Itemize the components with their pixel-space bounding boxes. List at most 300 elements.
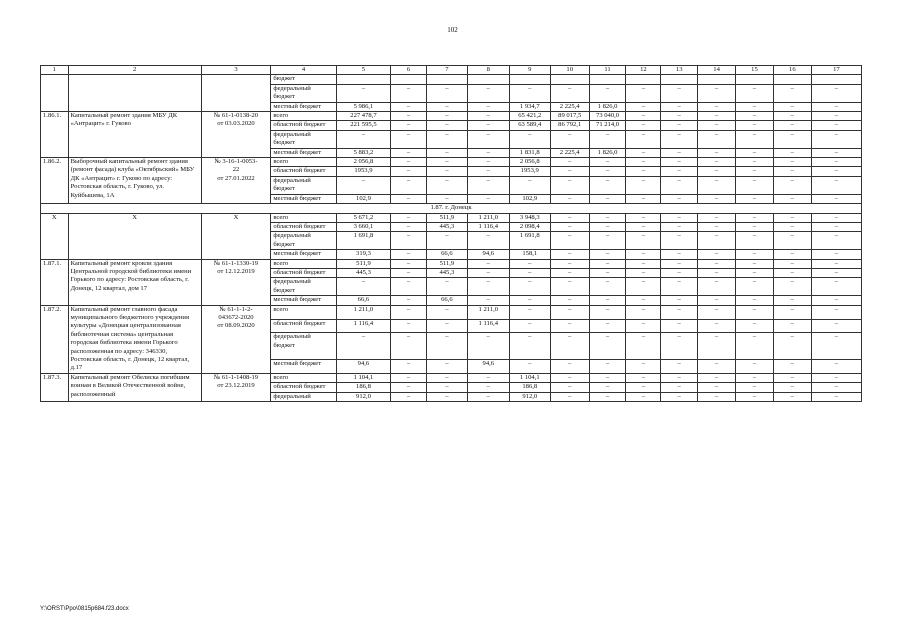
- value-cell: –: [811, 213, 861, 222]
- value-cell: –: [626, 296, 661, 305]
- value-cell: –: [736, 194, 774, 203]
- value-cell: –: [661, 259, 698, 268]
- value-cell: –: [736, 268, 774, 277]
- value-cell: –: [589, 250, 626, 259]
- value-cell: –: [467, 130, 509, 148]
- funding-source: всего: [271, 112, 337, 121]
- table-body: [41, 75, 862, 402]
- funding-source: бюджет: [271, 75, 337, 84]
- value-cell: –: [736, 333, 774, 359]
- value-cell: –: [391, 232, 427, 250]
- funding-source: федеральный бюджет: [271, 232, 337, 250]
- value-cell: –: [661, 102, 698, 111]
- value-cell: –: [661, 112, 698, 121]
- value-cell: –: [589, 278, 626, 296]
- value-cell: –: [426, 305, 467, 319]
- value-cell: [661, 75, 698, 84]
- value-cell: –: [509, 296, 550, 305]
- value-cell: –: [589, 222, 626, 231]
- value-cell: –: [336, 84, 390, 102]
- value-cell: –: [589, 296, 626, 305]
- funding-source: федеральный бюджет: [271, 333, 337, 359]
- table-row: [41, 213, 862, 222]
- value-cell: 5 986,1: [336, 102, 390, 111]
- value-cell: –: [773, 296, 811, 305]
- value-cell: 94,6: [467, 359, 509, 373]
- funding-source: областной бюджет: [271, 167, 337, 176]
- column-header: 6: [391, 66, 427, 75]
- item-number: 1.86.1.: [41, 112, 69, 158]
- value-cell: –: [736, 278, 774, 296]
- value-cell: [336, 75, 390, 84]
- value-cell: 1 691,8: [509, 232, 550, 250]
- value-cell: –: [626, 213, 661, 222]
- object-name: [68, 75, 201, 112]
- funding-source: всего: [271, 158, 337, 167]
- section-title: 1.87. г. Донецк: [41, 204, 862, 213]
- funding-source: местный бюджет: [271, 148, 337, 157]
- value-cell: –: [773, 148, 811, 157]
- value-cell: –: [736, 121, 774, 130]
- value-cell: –: [773, 392, 811, 401]
- value-cell: –: [589, 158, 626, 167]
- value-cell: –: [589, 319, 626, 333]
- value-cell: –: [426, 278, 467, 296]
- value-cell: –: [391, 250, 427, 259]
- value-cell: 511,9: [426, 259, 467, 268]
- value-cell: 5 671,2: [336, 213, 390, 222]
- value-cell: –: [661, 213, 698, 222]
- value-cell: –: [736, 130, 774, 148]
- value-cell: –: [698, 213, 736, 222]
- value-cell: –: [391, 213, 427, 222]
- value-cell: –: [661, 278, 698, 296]
- value-cell: –: [626, 102, 661, 111]
- column-header: 7: [426, 66, 467, 75]
- value-cell: –: [550, 373, 589, 382]
- value-cell: –: [736, 84, 774, 102]
- value-cell: –: [698, 333, 736, 359]
- value-cell: 66,6: [426, 250, 467, 259]
- value-cell: –: [626, 373, 661, 382]
- value-cell: –: [467, 121, 509, 130]
- value-cell: –: [736, 383, 774, 392]
- value-cell: –: [661, 250, 698, 259]
- value-cell: 1953,9: [509, 167, 550, 176]
- value-cell: –: [467, 148, 509, 157]
- item-number: 1.87.1.: [41, 259, 69, 305]
- value-cell: 86 792,1: [550, 121, 589, 130]
- funding-source: областной бюджет: [271, 222, 337, 231]
- value-cell: –: [550, 176, 589, 194]
- value-cell: –: [698, 158, 736, 167]
- value-cell: –: [391, 167, 427, 176]
- value-cell: –: [811, 167, 861, 176]
- value-cell: [811, 75, 861, 84]
- value-cell: –: [773, 112, 811, 121]
- value-cell: –: [391, 194, 427, 203]
- object-name: Капитальный ремонт кровли здания Центральной городской библиотеки имени Горького по адресу: Ростовская область, г. Донецк, 12 квартал, дом 17: [68, 259, 201, 305]
- value-cell: –: [426, 167, 467, 176]
- value-cell: –: [736, 305, 774, 319]
- value-cell: 3 948,3: [509, 213, 550, 222]
- value-cell: –: [626, 392, 661, 401]
- value-cell: –: [698, 383, 736, 392]
- column-header: 3: [201, 66, 271, 75]
- value-cell: –: [698, 319, 736, 333]
- funding-source: федеральный бюджет: [271, 176, 337, 194]
- value-cell: –: [426, 359, 467, 373]
- value-cell: –: [661, 158, 698, 167]
- value-cell: –: [391, 112, 427, 121]
- value-cell: –: [550, 392, 589, 401]
- value-cell: –: [626, 222, 661, 231]
- budget-table: [40, 65, 862, 402]
- value-cell: –: [811, 176, 861, 194]
- value-cell: 2 225,4: [550, 102, 589, 111]
- value-cell: –: [391, 130, 427, 148]
- value-cell: –: [391, 383, 427, 392]
- value-cell: 511,9: [336, 259, 390, 268]
- item-number: [41, 75, 69, 112]
- value-cell: –: [550, 278, 589, 296]
- column-header: 4: [271, 66, 337, 75]
- value-cell: 221 595,5: [336, 121, 390, 130]
- funding-source: местный бюджет: [271, 296, 337, 305]
- value-cell: –: [626, 278, 661, 296]
- value-cell: [698, 75, 736, 84]
- value-cell: 445,3: [336, 268, 390, 277]
- value-cell: [467, 75, 509, 84]
- value-cell: –: [736, 213, 774, 222]
- file-path-footer: Y:\ORST\Ppo\0815p684.f23.docx: [40, 606, 129, 612]
- value-cell: –: [391, 392, 427, 401]
- value-cell: –: [661, 268, 698, 277]
- object-name: X: [68, 213, 201, 259]
- value-cell: –: [550, 213, 589, 222]
- value-cell: –: [589, 213, 626, 222]
- value-cell: –: [426, 383, 467, 392]
- value-cell: –: [773, 176, 811, 194]
- value-cell: –: [467, 232, 509, 250]
- funding-source: всего: [271, 213, 337, 222]
- funding-source: местный бюджет: [271, 359, 337, 373]
- value-cell: –: [698, 148, 736, 157]
- value-cell: 89 017,5: [550, 112, 589, 121]
- value-cell: –: [661, 296, 698, 305]
- value-cell: –: [550, 359, 589, 373]
- column-header: 2: [68, 66, 201, 75]
- column-header: 1: [41, 66, 69, 75]
- value-cell: –: [773, 268, 811, 277]
- value-cell: –: [736, 158, 774, 167]
- funding-source: всего: [271, 373, 337, 382]
- value-cell: –: [467, 268, 509, 277]
- value-cell: –: [811, 232, 861, 250]
- value-cell: –: [736, 167, 774, 176]
- value-cell: 94,6: [467, 250, 509, 259]
- value-cell: 71 214,0: [589, 121, 626, 130]
- value-cell: –: [698, 232, 736, 250]
- expertise-doc: № 61-1-1-2- 043672-2020 от 08.09.2020: [201, 305, 271, 373]
- value-cell: –: [661, 222, 698, 231]
- value-cell: 1 116,4: [336, 319, 390, 333]
- value-cell: –: [391, 333, 427, 359]
- value-cell: –: [467, 158, 509, 167]
- value-cell: –: [391, 278, 427, 296]
- value-cell: –: [467, 383, 509, 392]
- value-cell: –: [509, 259, 550, 268]
- value-cell: –: [773, 305, 811, 319]
- value-cell: –: [426, 232, 467, 250]
- value-cell: [426, 75, 467, 84]
- column-header: 10: [550, 66, 589, 75]
- value-cell: 66,6: [336, 296, 390, 305]
- value-cell: –: [336, 176, 390, 194]
- value-cell: –: [391, 222, 427, 231]
- value-cell: –: [811, 102, 861, 111]
- expertise-doc: X: [201, 213, 271, 259]
- value-cell: –: [589, 194, 626, 203]
- value-cell: –: [467, 176, 509, 194]
- value-cell: –: [773, 232, 811, 250]
- funding-source: областной бюджет: [271, 121, 337, 130]
- value-cell: –: [509, 278, 550, 296]
- item-number: 1.87.3.: [41, 373, 69, 401]
- value-cell: –: [589, 232, 626, 250]
- value-cell: –: [736, 373, 774, 382]
- value-cell: 186,8: [336, 383, 390, 392]
- value-cell: –: [391, 121, 427, 130]
- value-cell: –: [391, 268, 427, 277]
- value-cell: 319,3: [336, 250, 390, 259]
- value-cell: –: [391, 305, 427, 319]
- value-cell: –: [811, 121, 861, 130]
- value-cell: –: [626, 121, 661, 130]
- value-cell: 5 883,2: [336, 148, 390, 157]
- value-cell: –: [589, 333, 626, 359]
- section-row: [41, 204, 862, 213]
- value-cell: –: [736, 250, 774, 259]
- funding-source: местный бюджет: [271, 250, 337, 259]
- value-cell: –: [626, 359, 661, 373]
- value-cell: 73 040,0: [589, 112, 626, 121]
- funding-source: областной бюджет: [271, 383, 337, 392]
- value-cell: –: [811, 296, 861, 305]
- value-cell: –: [626, 148, 661, 157]
- object-name: Капитальный ремонт здания МБУ ДК «Антрацит» г. Гуково: [68, 112, 201, 158]
- value-cell: –: [811, 383, 861, 392]
- value-cell: [391, 75, 427, 84]
- value-cell: 1 104,1: [509, 373, 550, 382]
- value-cell: –: [426, 319, 467, 333]
- value-cell: –: [811, 130, 861, 148]
- value-cell: [589, 75, 626, 84]
- value-cell: –: [811, 305, 861, 319]
- value-cell: 2 098,4: [509, 222, 550, 231]
- value-cell: –: [626, 250, 661, 259]
- value-cell: –: [626, 259, 661, 268]
- value-cell: –: [698, 268, 736, 277]
- value-cell: [550, 75, 589, 84]
- value-cell: –: [773, 278, 811, 296]
- value-cell: –: [773, 383, 811, 392]
- value-cell: 1 826,0: [589, 148, 626, 157]
- value-cell: –: [773, 121, 811, 130]
- value-cell: [626, 75, 661, 84]
- value-cell: –: [467, 112, 509, 121]
- value-cell: –: [811, 84, 861, 102]
- value-cell: –: [626, 232, 661, 250]
- value-cell: –: [589, 383, 626, 392]
- value-cell: 158,1: [509, 250, 550, 259]
- value-cell: –: [698, 259, 736, 268]
- expertise-doc: [201, 75, 271, 112]
- value-cell: 227 478,7: [336, 112, 390, 121]
- value-cell: –: [626, 84, 661, 102]
- table-row: [41, 158, 862, 167]
- value-cell: –: [509, 333, 550, 359]
- value-cell: –: [698, 112, 736, 121]
- funding-source: всего: [271, 259, 337, 268]
- value-cell: –: [426, 112, 467, 121]
- funding-source: местный бюджет: [271, 194, 337, 203]
- value-cell: –: [811, 359, 861, 373]
- value-cell: –: [589, 305, 626, 319]
- value-cell: –: [811, 222, 861, 231]
- table-row: [41, 373, 862, 382]
- value-cell: 1 116,4: [467, 222, 509, 231]
- value-cell: –: [467, 84, 509, 102]
- value-cell: –: [773, 319, 811, 333]
- value-cell: [736, 75, 774, 84]
- column-header: 8: [467, 66, 509, 75]
- column-header: 17: [811, 66, 861, 75]
- value-cell: 3 660,1: [336, 222, 390, 231]
- funding-source: федеральный бюджет: [271, 130, 337, 148]
- value-cell: –: [550, 268, 589, 277]
- value-cell: –: [811, 194, 861, 203]
- value-cell: –: [550, 167, 589, 176]
- value-cell: –: [736, 148, 774, 157]
- value-cell: –: [736, 102, 774, 111]
- value-cell: –: [661, 359, 698, 373]
- value-cell: –: [698, 296, 736, 305]
- value-cell: –: [426, 392, 467, 401]
- value-cell: –: [698, 130, 736, 148]
- value-cell: –: [467, 296, 509, 305]
- value-cell: –: [550, 130, 589, 148]
- value-cell: –: [661, 167, 698, 176]
- value-cell: –: [698, 373, 736, 382]
- value-cell: 63 589,4: [509, 121, 550, 130]
- value-cell: –: [773, 373, 811, 382]
- value-cell: –: [626, 130, 661, 148]
- value-cell: 65 421,2: [509, 112, 550, 121]
- value-cell: –: [626, 158, 661, 167]
- object-name: Выборочный капитальный ремонт здания (ремонт фасада) клуба «Октябрьский» МБУ ДК «Антрацит» г. Гуково по адресу: Ростовская область, г. Гуково, ул. Куйбышева, 1А: [68, 158, 201, 204]
- value-cell: –: [426, 176, 467, 194]
- value-cell: –: [811, 112, 861, 121]
- value-cell: –: [736, 392, 774, 401]
- expertise-doc: № 61-1-1330-19 от 12.12.2019: [201, 259, 271, 305]
- value-cell: –: [391, 158, 427, 167]
- value-cell: –: [509, 359, 550, 373]
- value-cell: –: [698, 194, 736, 203]
- value-cell: –: [509, 84, 550, 102]
- item-number: 1.86.2.: [41, 158, 69, 204]
- value-cell: –: [626, 194, 661, 203]
- value-cell: –: [773, 333, 811, 359]
- value-cell: –: [550, 158, 589, 167]
- value-cell: –: [426, 84, 467, 102]
- value-cell: –: [426, 158, 467, 167]
- value-cell: –: [589, 373, 626, 382]
- value-cell: –: [626, 319, 661, 333]
- value-cell: –: [626, 268, 661, 277]
- value-cell: –: [391, 296, 427, 305]
- funding-source: всего: [271, 305, 337, 319]
- value-cell: –: [626, 112, 661, 121]
- funding-source: местный бюджет: [271, 102, 337, 111]
- value-cell: 94,6: [336, 359, 390, 373]
- value-cell: –: [550, 250, 589, 259]
- value-cell: –: [589, 392, 626, 401]
- value-cell: –: [773, 158, 811, 167]
- funding-source: областной бюджет: [271, 268, 337, 277]
- value-cell: –: [661, 333, 698, 359]
- column-header: 5: [336, 66, 390, 75]
- value-cell: –: [467, 333, 509, 359]
- value-cell: –: [509, 268, 550, 277]
- value-cell: –: [550, 296, 589, 305]
- value-cell: –: [661, 194, 698, 203]
- value-cell: –: [811, 148, 861, 157]
- value-cell: 1 211,0: [467, 305, 509, 319]
- value-cell: –: [698, 222, 736, 231]
- value-cell: –: [736, 232, 774, 250]
- value-cell: 511,9: [426, 213, 467, 222]
- value-cell: –: [391, 176, 427, 194]
- value-cell: –: [661, 84, 698, 102]
- value-cell: –: [509, 176, 550, 194]
- value-cell: –: [736, 359, 774, 373]
- value-cell: –: [550, 333, 589, 359]
- value-cell: 445,3: [426, 222, 467, 231]
- value-cell: 66,6: [426, 296, 467, 305]
- value-cell: 1 211,0: [467, 213, 509, 222]
- value-cell: –: [811, 259, 861, 268]
- table-row: [41, 112, 862, 121]
- value-cell: –: [661, 130, 698, 148]
- value-cell: –: [589, 130, 626, 148]
- value-cell: –: [773, 84, 811, 102]
- object-name: Капитальный ремонт Обелиска погибшим воинам в Великой Отечественной войне, расположенный: [68, 373, 201, 401]
- value-cell: –: [626, 176, 661, 194]
- value-cell: 912,0: [509, 392, 550, 401]
- column-header: 14: [698, 66, 736, 75]
- value-cell: –: [626, 305, 661, 319]
- value-cell: –: [773, 130, 811, 148]
- column-header: 15: [736, 66, 774, 75]
- value-cell: –: [391, 148, 427, 157]
- item-number: X: [41, 213, 69, 259]
- value-cell: 1 211,0: [336, 305, 390, 319]
- value-cell: –: [391, 319, 427, 333]
- value-cell: –: [550, 84, 589, 102]
- column-number-row: [41, 66, 862, 75]
- value-cell: –: [736, 222, 774, 231]
